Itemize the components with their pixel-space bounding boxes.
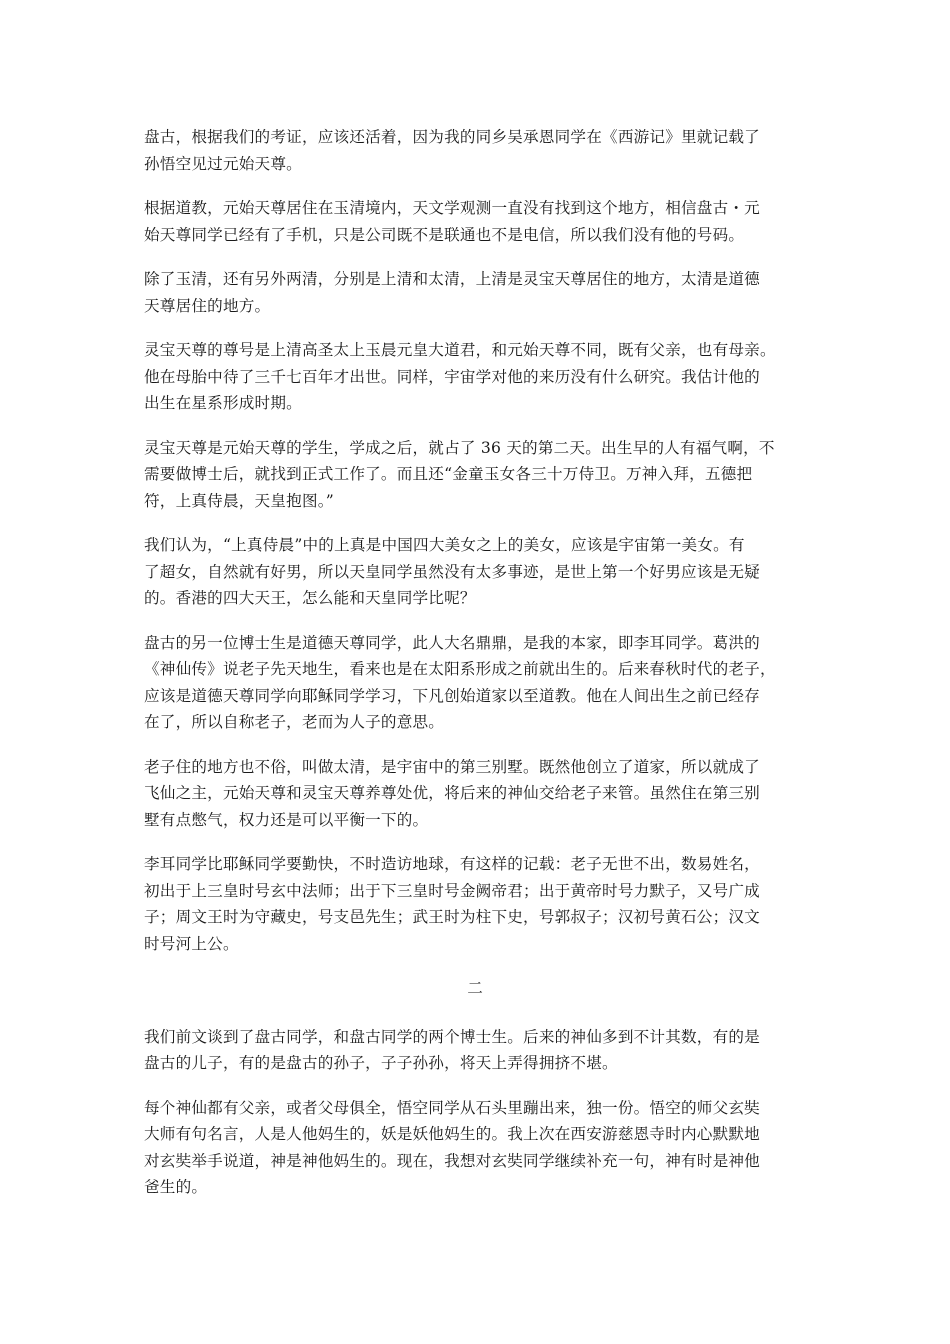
paragraph-line: 盘古，根据我们的考证，应该还活着，因为我的同乡吴承恩同学在《西游记》里就记载了 (144, 128, 760, 146)
paragraph-line: 孙悟空见过元始天尊。 (144, 154, 302, 173)
paragraph-line: 的。香港的四大天王，怎么能和天皇同学比呢？ (144, 589, 476, 607)
paragraph-line: 在了，所以自称老子，老而为人子的意思。 (144, 713, 445, 731)
paragraph-line: 他在母胎中待了三千七百年才出世。同样，宇宙学对他的来历没有什么研究。我估计他的 (144, 367, 760, 386)
paragraph-line: 除了玉清，还有另外两清，分别是上清和太清，上清是灵宝天尊居住的地方，太清是道德 (144, 270, 760, 288)
paragraph (144, 630, 806, 736)
paragraph-line: 根据道教，元始天尊居住在玉清境内，天文学观测一直没有找到这个地方，相信盘古・元 (144, 199, 760, 217)
paragraph-line: 应该是道德天尊同学向耶稣同学学习，下凡创始道家以至道教。他在人间出生之前已经存 (144, 686, 760, 705)
paragraph-line: 灵宝天尊是元始天尊的学生，学成之后，就占了 36 天的第二天。出生早的人有福气啊，不 (144, 438, 775, 457)
paragraph-line: 每个神仙都有父亲，或者父母俱全，悟空同学从石头里蹦出来，独一份。悟空的师父玄奘 (144, 1098, 760, 1117)
paragraph (144, 337, 806, 417)
paragraph-line: 飞仙之主，元始天尊和灵宝天尊养尊处优，将后来的神仙交给老子来管。虽然住在第三别 (144, 784, 760, 802)
paragraph-line: 子；周文王时为守藏史，号支邑先生；武王时为柱下史，号郭叔子；汉初号黄石公；汉文 (144, 908, 760, 926)
paragraph-line: 盘古的另一位博士生是道德天尊同学，此人大名鼎鼎，是我的本家，即李耳同学。葛洪的 (144, 633, 760, 652)
paragraph-line: 时号河上公。 (144, 934, 239, 953)
paragraph-line: 老子住的地方也不俗，叫做太清，是宇宙中的第三别墅。既然他创立了道家，所以就成了 (144, 757, 760, 776)
paragraph-line: 符，上真侍晨，天皇抱图。” (144, 491, 334, 510)
paragraph (144, 435, 806, 515)
paragraph-line: 盘古的儿子，有的是盘古的孙子，子子孙孙，将天上弄得拥挤不堪。 (144, 1054, 618, 1072)
paragraph-line: 《神仙传》说老子先天地生，看来也是在太阳系形成之前就出生的。后来春秋时代的老子， (144, 660, 776, 678)
text-body (144, 124, 806, 957)
paragraph-line: 出生在星系形成时期。 (144, 394, 302, 412)
paragraph (144, 754, 806, 834)
paragraph (144, 1095, 806, 1201)
paragraph (144, 1024, 806, 1077)
paragraph-line: 始天尊同学已经有了手机，只是公司既不是联通也不是电信，所以我们没有他的号码。 (144, 225, 745, 244)
paragraph-line: 对玄奘举手说道，神是神他妈生的。现在，我想对玄奘同学继续补充一句，神有时是神他 (144, 1151, 760, 1170)
paragraph-line: 墅有点憋气，权力还是可以平衡一下的。 (144, 810, 429, 829)
text-body-continued (144, 1024, 806, 1201)
paragraph-line: 我们认为，“上真侍晨”中的上真是中国四大美女之上的美女，应该是宇宙第一美女。有 (144, 536, 745, 554)
paragraph (144, 195, 806, 248)
paragraph-line: 需要做博士后，就找到正式工作了。而且还“金童玉女各三十万侍卫。万神入拜，五德把 (144, 465, 753, 483)
paragraph (144, 532, 806, 612)
paragraph-line: 天尊居住的地方。 (144, 296, 271, 315)
paragraph-line: 李耳同学比耶稣同学要勤快，不时造访地球，有这样的记载：老子无世不出，数易姓名， (144, 855, 760, 873)
paragraph-line: 我们前文谈到了盘古同学，和盘古同学的两个博士生。后来的神仙多到不计其数，有的是 (144, 1027, 760, 1046)
document-page (144, 124, 806, 1219)
paragraph-line: 大师有句名言，人是人他妈生的，妖是妖他妈生的。我上次在西安游慈恩寺时内心默默地 (144, 1125, 760, 1143)
paragraph-line: 爸生的。 (144, 1178, 208, 1196)
paragraph-line: 初出于上三皇时号玄中法师；出于下三皇时号金阙帝君；出于黄帝时号力默子，又号广成 (144, 881, 760, 900)
paragraph (144, 851, 806, 957)
paragraph-line: 了超女，自然就有好男，所以天皇同学虽然没有太多事迹，是世上第一个好男应该是无疑 (144, 562, 760, 581)
paragraph (144, 266, 806, 319)
section-heading: 二 (467, 979, 483, 997)
paragraph (144, 124, 806, 177)
paragraph-line: 灵宝天尊的尊号是上清高圣太上玉晨元皇大道君，和元始天尊不同，既有父亲，也有母亲。 (144, 341, 776, 359)
